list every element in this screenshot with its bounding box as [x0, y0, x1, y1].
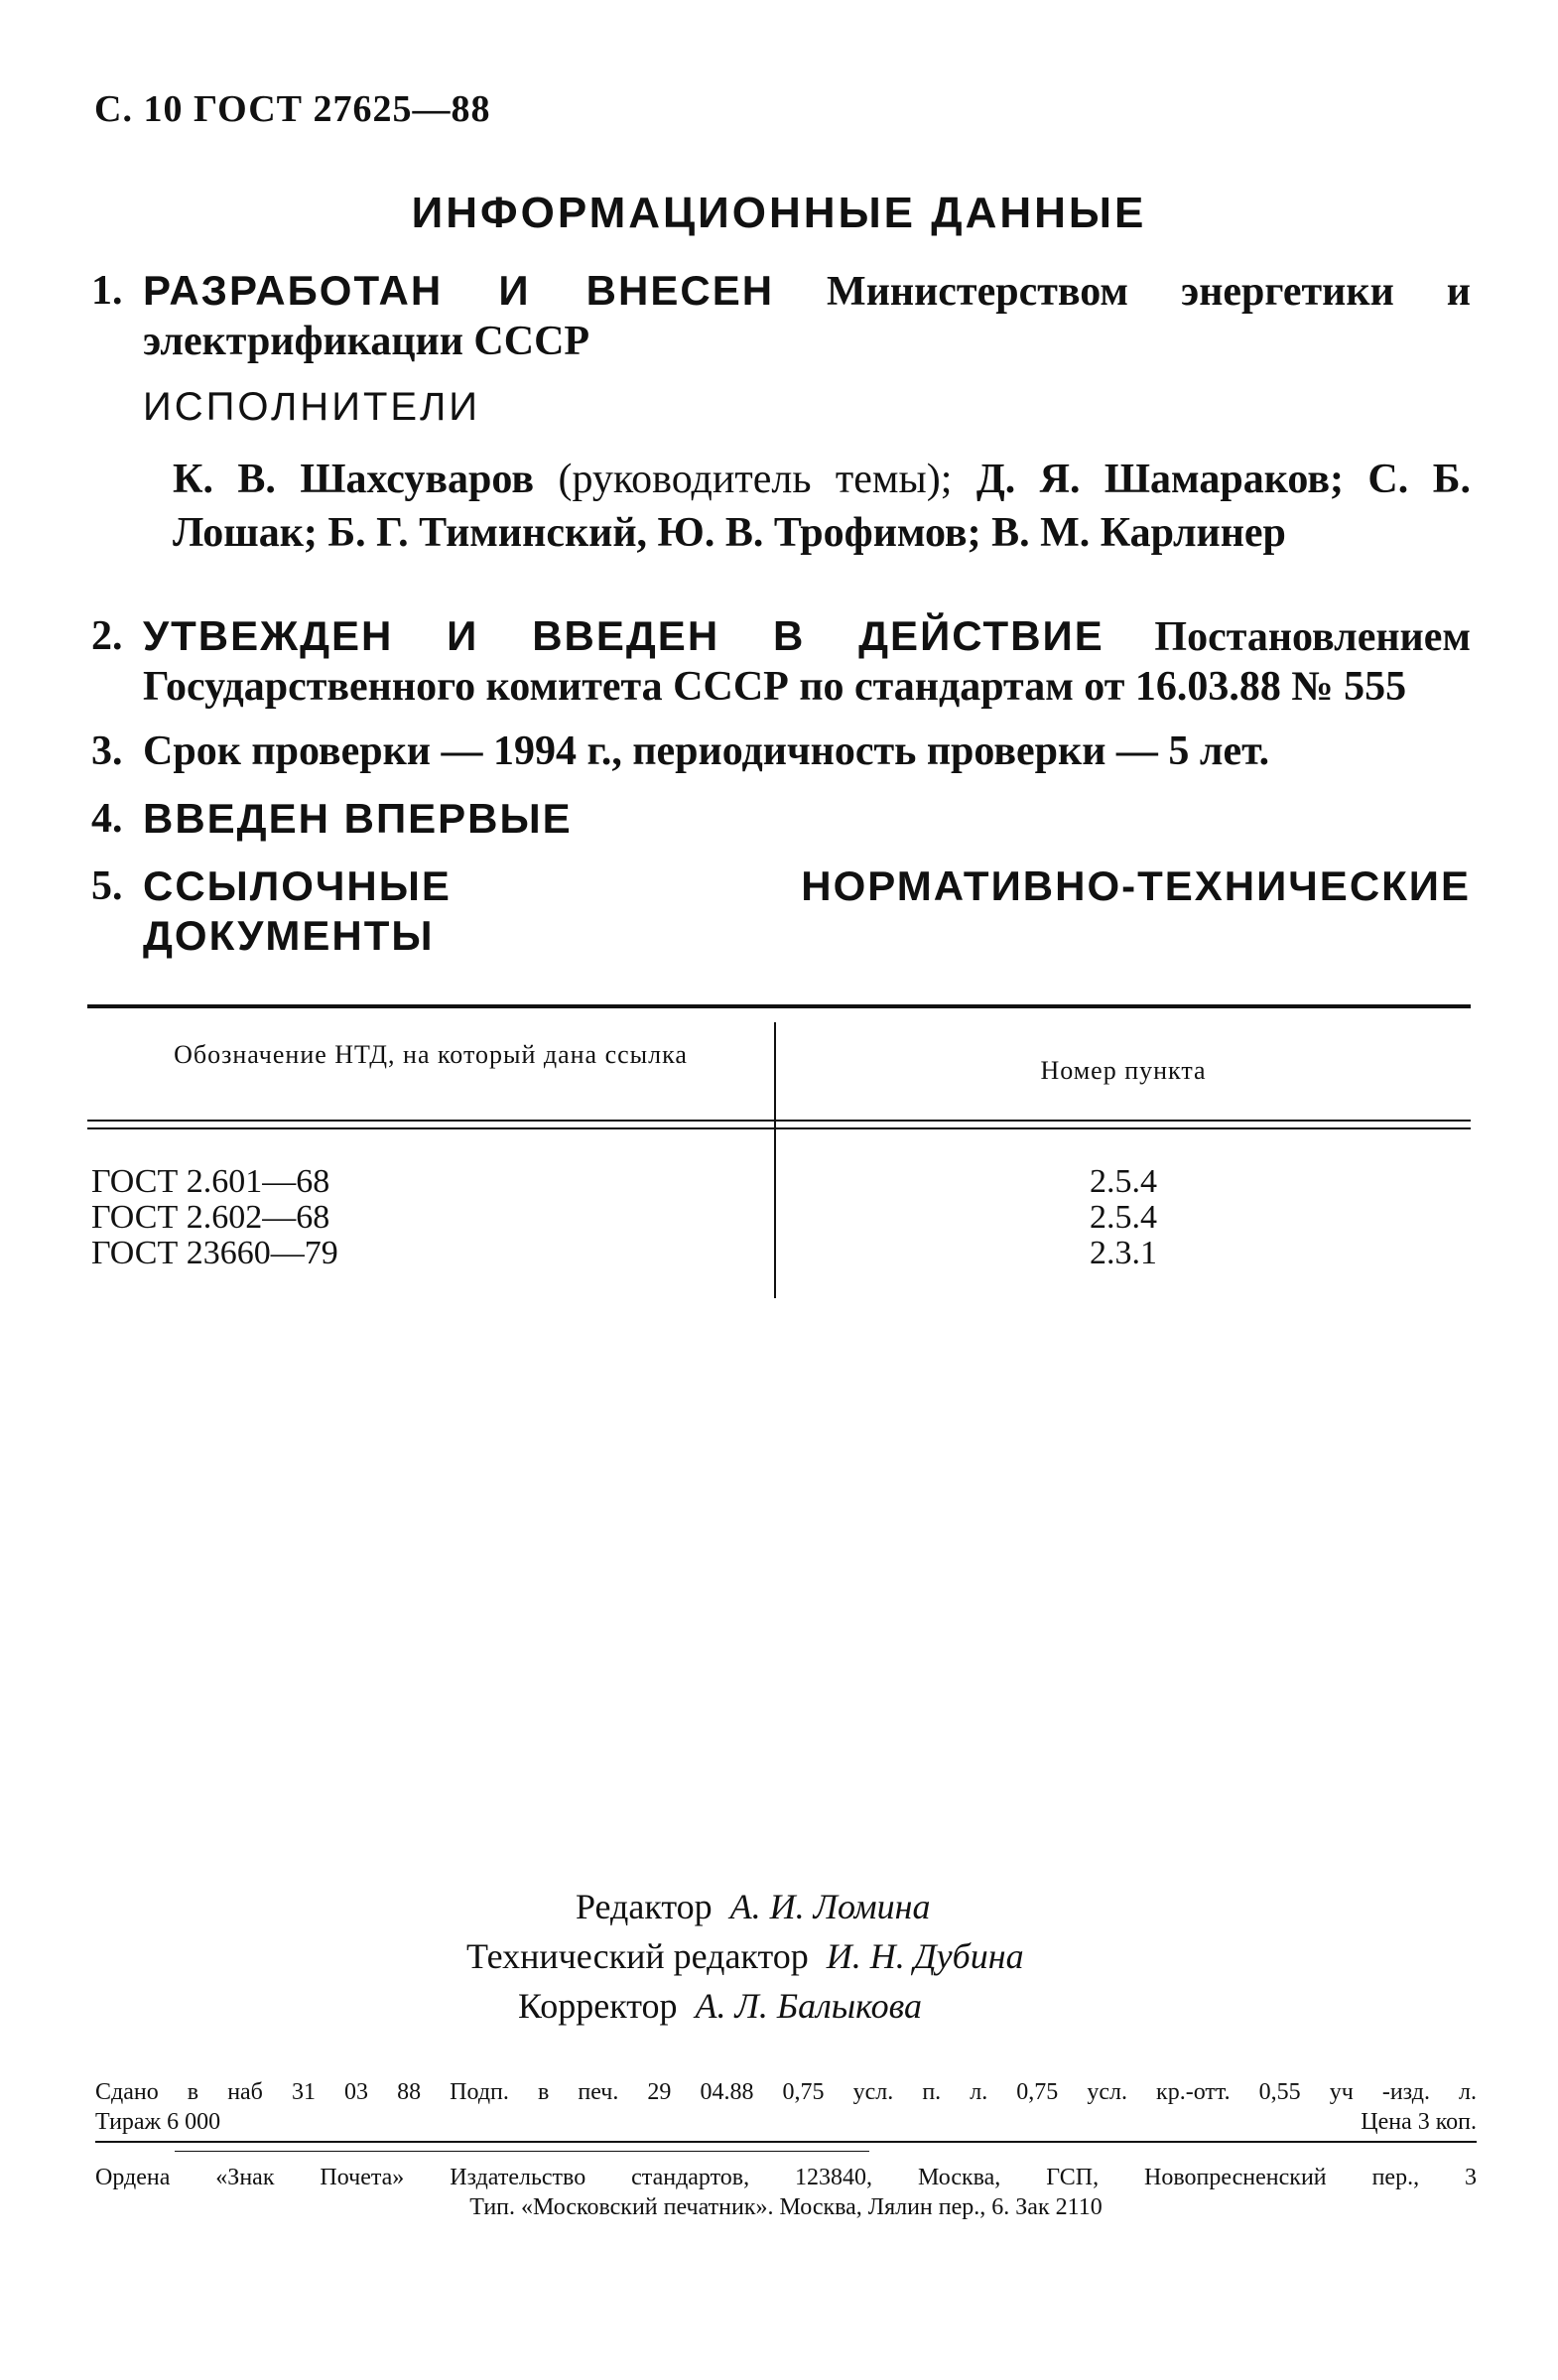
executor-others: Д. Я. Шамараков; С. Б. Лошак; Б. Г. Тиминский, Ю. В. Трофимов; В. М. Карлинер	[173, 457, 1471, 556]
item-number: 5.	[91, 863, 123, 909]
credit-name: А. И. Ломина	[729, 1887, 931, 1926]
executors-list	[173, 453, 1471, 560]
imprint-line-2	[95, 2109, 1477, 2136]
item-caps: ВВЕДЕН ВПЕРВЫЕ	[143, 795, 573, 842]
item-number: 2.	[91, 613, 123, 659]
credit-proofreader	[518, 1985, 922, 2027]
table-header-rule	[87, 1120, 1471, 1122]
item-number: 1.	[91, 268, 123, 314]
item-text	[143, 266, 1471, 366]
item-caps: РАЗРАБОТАН И ВНЕСЕН	[143, 267, 775, 314]
item-text	[143, 611, 1471, 712]
item-body: Министерством энергетики и электрификации СССР	[143, 269, 1471, 364]
imprint-rule	[95, 2141, 1477, 2143]
imprint-print-run: Тираж 6 000	[95, 2109, 221, 2135]
item-body: Срок проверки — 1994 г., периодичность проверки — 5 лет.	[143, 728, 1270, 774]
table-cell-doc: ГОСТ 23660—79	[91, 1235, 338, 1271]
table-header-item: Номер пункта	[1040, 1056, 1207, 1085]
executor-lead: К. В. Шахсуваров	[173, 457, 535, 502]
page-header: С. 10 ГОСТ 27625—88	[94, 88, 491, 130]
table-cell-item: 2.3.1	[1090, 1235, 1157, 1271]
credit-tech-editor	[466, 1935, 1024, 1977]
info-item-5	[91, 861, 1471, 961]
table-cell-doc: ГОСТ 2.602—68	[91, 1199, 330, 1236]
imprint-line-4: Тип. «Московский печатник». Москва, Лялин пер., 6. Зак 2110	[469, 2194, 1103, 2220]
item-body: Постановлением Государственного комитета СССР по стандартам от 16.03.88 № 555	[143, 614, 1471, 710]
executor-role: (руководитель темы);	[534, 457, 976, 502]
table-header-doc: Обозначение НТД, на который дана ссылка	[174, 1040, 688, 1069]
table-top-rule	[87, 1004, 1471, 1008]
item-caps: УТВЕЖДЕН И ВВЕДЕН В ДЕЙСТВИЕ	[143, 612, 1104, 659]
credit-editor	[576, 1886, 930, 1927]
imprint-price: Цена 3 коп.	[1361, 2109, 1477, 2135]
table-cell-item: 2.5.4	[1090, 1163, 1157, 1200]
credit-name: А. Л. Балыкова	[695, 1986, 923, 2026]
table-header-rule	[87, 1127, 1471, 1129]
credit-role: Корректор	[518, 1986, 678, 2026]
info-item-3	[91, 727, 1471, 776]
imprint-rule-short	[175, 2151, 869, 2152]
info-item-2	[91, 611, 1471, 712]
credit-role: Технический редактор	[466, 1936, 809, 1976]
executors-title: ИСПОЛНИТЕЛИ	[143, 385, 481, 429]
credit-name: И. Н. Дубина	[826, 1936, 1024, 1976]
imprint-line-1: Сдано в наб 31 03 88 Подп. в печ. 29 04.88 0,75 усл. п. л. 0,75 усл. кр.-отт. 0,55 уч -изд. л.	[95, 2079, 1477, 2105]
item-caps: ССЫЛОЧНЫЕ НОРМАТИВНО-ТЕХНИЧЕСКИЕ ДОКУМЕНТЫ	[143, 862, 1471, 959]
table-cell-item: 2.5.4	[1090, 1199, 1157, 1236]
imprint-line-3: Ордена «Знак Почета» Издательство стандартов, 123840, Москва, ГСП, Новопресненский пер., 3	[95, 2165, 1477, 2190]
section-title: ИНФОРМАЦИОННЫЕ ДАННЫЕ	[411, 189, 1147, 237]
item-number: 3.	[91, 728, 123, 774]
info-item-4	[91, 794, 1471, 844]
info-item-1	[91, 266, 1471, 366]
item-number: 4.	[91, 796, 123, 842]
table-cell-doc: ГОСТ 2.601—68	[91, 1163, 330, 1200]
reference-table	[87, 1004, 1471, 1284]
credit-role: Редактор	[576, 1887, 713, 1926]
